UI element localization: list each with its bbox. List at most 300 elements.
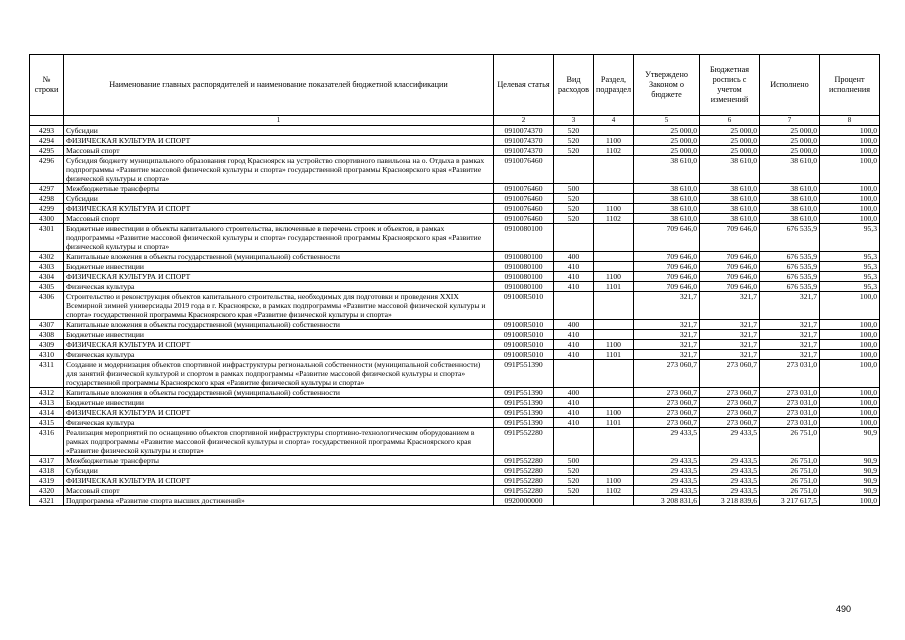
row-number: 4305 (30, 282, 64, 292)
painting-amount: 321,7 (700, 330, 760, 340)
table-row (30, 320, 880, 330)
header-name: Наименование главных распорядителей и наименование показателей бюджетной классификации (64, 55, 494, 116)
target-article: 0920000000 (494, 496, 554, 506)
target-article: 091P551390 (494, 418, 554, 428)
row-number: 4313 (30, 398, 64, 408)
expense-kind: 410 (554, 350, 594, 360)
target-article: 09100R5010 (494, 292, 554, 320)
table-row (30, 340, 880, 350)
executed-amount: 25 000,0 (760, 146, 820, 156)
execution-percent: 100,0 (820, 136, 880, 146)
row-number: 4297 (30, 184, 64, 194)
section-code: 1100 (594, 408, 634, 418)
table-row (30, 204, 880, 214)
row-name: ФИЗИЧЕСКАЯ КУЛЬТУРА И СПОРТ (64, 272, 494, 282)
column-number-row (30, 116, 880, 126)
painting-amount: 38 610,0 (700, 214, 760, 224)
col-number: 4 (594, 116, 634, 126)
executed-amount: 38 610,0 (760, 156, 820, 184)
approved-amount: 29 433,5 (634, 466, 700, 476)
table-row (30, 486, 880, 496)
target-article: 0910074370 (494, 126, 554, 136)
approved-amount: 321,7 (634, 330, 700, 340)
row-number: 4298 (30, 194, 64, 204)
budget-execution-table (29, 54, 880, 506)
row-name: Бюджетные инвестиции (64, 262, 494, 272)
section-code (594, 252, 634, 262)
expense-kind: 410 (554, 418, 594, 428)
painting-amount: 25 000,0 (700, 126, 760, 136)
header-percent: Процент исполнения (820, 55, 880, 116)
table-row (30, 136, 880, 146)
row-number: 4303 (30, 262, 64, 272)
approved-amount: 3 208 831,6 (634, 496, 700, 506)
executed-amount: 321,7 (760, 330, 820, 340)
row-name: Создание и модернизация объектов спортивной инфраструктуры региональной собственности (муниципальной собственности) для занятий физической культурой и спортом в рамках подпрограммы «Развитие массовой физической культуры и спорта» государственной программы Красноярского края «Развитие физической культуры и спорта» (64, 360, 494, 388)
execution-percent: 95,3 (820, 282, 880, 292)
row-number: 4307 (30, 320, 64, 330)
table-row (30, 496, 880, 506)
section-code (594, 456, 634, 466)
row-name: Капитальные вложения в объекты государственной (муниципальной) собственности (64, 320, 494, 330)
expense-kind (554, 292, 594, 320)
approved-amount: 709 646,0 (634, 272, 700, 282)
painting-amount: 273 060,7 (700, 398, 760, 408)
painting-amount: 709 646,0 (700, 282, 760, 292)
approved-amount: 38 610,0 (634, 214, 700, 224)
table-row (30, 262, 880, 272)
row-number: 4318 (30, 466, 64, 476)
row-number: 4295 (30, 146, 64, 156)
row-number: 4320 (30, 486, 64, 496)
row-number: 4311 (30, 360, 64, 388)
row-name: Межбюджетные трансферты (64, 184, 494, 194)
table-row (30, 398, 880, 408)
approved-amount: 25 000,0 (634, 136, 700, 146)
target-article: 091P551390 (494, 408, 554, 418)
table-row (30, 292, 880, 320)
painting-amount: 321,7 (700, 292, 760, 320)
approved-amount: 38 610,0 (634, 194, 700, 204)
table-row (30, 428, 880, 456)
painting-amount: 321,7 (700, 340, 760, 350)
row-number: 4316 (30, 428, 64, 456)
expense-kind: 520 (554, 214, 594, 224)
table-row (30, 252, 880, 262)
expense-kind: 520 (554, 126, 594, 136)
section-code: 1101 (594, 418, 634, 428)
painting-amount: 29 433,5 (700, 486, 760, 496)
executed-amount: 26 751,0 (760, 456, 820, 466)
row-number: 4301 (30, 224, 64, 252)
col-number: 2 (494, 116, 554, 126)
expense-kind: 410 (554, 408, 594, 418)
table-row (30, 224, 880, 252)
row-name: ФИЗИЧЕСКАЯ КУЛЬТУРА И СПОРТ (64, 136, 494, 146)
expense-kind (554, 428, 594, 456)
painting-amount: 25 000,0 (700, 146, 760, 156)
section-code (594, 388, 634, 398)
table-row (30, 156, 880, 184)
row-name: Капитальные вложения в объекты государственной (муниципальной) собственности (64, 252, 494, 262)
section-code (594, 330, 634, 340)
approved-amount: 25 000,0 (634, 146, 700, 156)
execution-percent: 100,0 (820, 156, 880, 184)
target-article: 0910080100 (494, 272, 554, 282)
executed-amount: 676 535,9 (760, 224, 820, 252)
expense-kind (554, 224, 594, 252)
painting-amount: 321,7 (700, 350, 760, 360)
expense-kind: 520 (554, 136, 594, 146)
executed-amount: 273 031,0 (760, 360, 820, 388)
header-target: Целевая статья (494, 55, 554, 116)
execution-percent: 100,0 (820, 146, 880, 156)
row-name: Субсидии (64, 466, 494, 476)
expense-kind: 400 (554, 320, 594, 330)
expense-kind: 520 (554, 476, 594, 486)
painting-amount: 709 646,0 (700, 262, 760, 272)
expense-kind: 410 (554, 340, 594, 350)
painting-amount: 38 610,0 (700, 204, 760, 214)
execution-percent: 100,0 (820, 184, 880, 194)
approved-amount: 321,7 (634, 292, 700, 320)
section-code: 1101 (594, 282, 634, 292)
painting-amount: 38 610,0 (700, 194, 760, 204)
table-row (30, 456, 880, 466)
approved-amount: 321,7 (634, 340, 700, 350)
row-number: 4317 (30, 456, 64, 466)
target-article: 09100R5010 (494, 340, 554, 350)
execution-percent: 100,0 (820, 340, 880, 350)
row-name: Субсидия бюджету муниципального образования город Красноярск на устройство спортивного павильона на о. Отдыха в рамках подпрограммы «Развитие массовой физической культуры и спорта» государственной программы Красноярского края «Развитие физической культуры и спорта» (64, 156, 494, 184)
approved-amount: 29 433,5 (634, 476, 700, 486)
execution-percent: 95,3 (820, 224, 880, 252)
section-code (594, 126, 634, 136)
approved-amount: 273 060,7 (634, 360, 700, 388)
approved-amount: 709 646,0 (634, 224, 700, 252)
section-code: 1100 (594, 136, 634, 146)
expense-kind: 520 (554, 204, 594, 214)
executed-amount: 273 031,0 (760, 408, 820, 418)
execution-percent: 90,9 (820, 476, 880, 486)
executed-amount: 321,7 (760, 350, 820, 360)
section-code (594, 292, 634, 320)
executed-amount: 25 000,0 (760, 126, 820, 136)
row-number: 4306 (30, 292, 64, 320)
row-name: Межбюджетные трансферты (64, 456, 494, 466)
execution-percent: 100,0 (820, 330, 880, 340)
row-number: 4309 (30, 340, 64, 350)
approved-amount: 273 060,7 (634, 388, 700, 398)
row-number: 4308 (30, 330, 64, 340)
target-article: 09100R5010 (494, 350, 554, 360)
section-code (594, 184, 634, 194)
expense-kind: 500 (554, 184, 594, 194)
row-name: ФИЗИЧЕСКАЯ КУЛЬТУРА И СПОРТ (64, 340, 494, 350)
target-article: 0910076460 (494, 194, 554, 204)
executed-amount: 273 031,0 (760, 398, 820, 408)
table-row (30, 408, 880, 418)
execution-percent: 95,3 (820, 272, 880, 282)
execution-percent: 100,0 (820, 398, 880, 408)
approved-amount: 29 433,5 (634, 428, 700, 456)
approved-amount: 273 060,7 (634, 398, 700, 408)
executed-amount: 321,7 (760, 320, 820, 330)
execution-percent: 100,0 (820, 214, 880, 224)
approved-amount: 709 646,0 (634, 252, 700, 262)
painting-amount: 38 610,0 (700, 184, 760, 194)
target-article: 09100R5010 (494, 330, 554, 340)
painting-amount: 3 218 839,6 (700, 496, 760, 506)
target-article: 091P552280 (494, 486, 554, 496)
executed-amount: 26 751,0 (760, 428, 820, 456)
executed-amount: 321,7 (760, 292, 820, 320)
approved-amount: 38 610,0 (634, 184, 700, 194)
execution-percent: 100,0 (820, 126, 880, 136)
painting-amount: 709 646,0 (700, 252, 760, 262)
target-article: 0910076460 (494, 156, 554, 184)
header-kind: Вид расходов (554, 55, 594, 116)
col-number: 5 (634, 116, 700, 126)
painting-amount: 29 433,5 (700, 428, 760, 456)
table-row (30, 126, 880, 136)
executed-amount: 273 031,0 (760, 388, 820, 398)
row-number: 4315 (30, 418, 64, 428)
painting-amount: 709 646,0 (700, 224, 760, 252)
section-code (594, 224, 634, 252)
expense-kind (554, 360, 594, 388)
execution-percent: 100,0 (820, 388, 880, 398)
expense-kind (554, 156, 594, 184)
section-code: 1102 (594, 214, 634, 224)
section-code (594, 466, 634, 476)
approved-amount: 29 433,5 (634, 456, 700, 466)
execution-percent: 100,0 (820, 360, 880, 388)
section-code (594, 398, 634, 408)
row-number: 4294 (30, 136, 64, 146)
header-section: Раздел, подраздел (594, 55, 634, 116)
section-code (594, 262, 634, 272)
col-number: 6 (700, 116, 760, 126)
expense-kind: 520 (554, 486, 594, 496)
row-number: 4293 (30, 126, 64, 136)
section-code (594, 320, 634, 330)
table-row (30, 476, 880, 486)
execution-percent: 90,9 (820, 466, 880, 476)
target-article: 091P551390 (494, 398, 554, 408)
page-number: 490 (836, 604, 852, 614)
row-name: Массовый спорт (64, 146, 494, 156)
section-code: 1100 (594, 272, 634, 282)
row-number: 4300 (30, 214, 64, 224)
expense-kind: 410 (554, 272, 594, 282)
target-article: 0910080100 (494, 282, 554, 292)
section-code: 1100 (594, 476, 634, 486)
painting-amount: 273 060,7 (700, 388, 760, 398)
table-row (30, 350, 880, 360)
expense-kind (554, 496, 594, 506)
expense-kind: 520 (554, 466, 594, 476)
executed-amount: 273 031,0 (760, 418, 820, 428)
execution-percent: 100,0 (820, 496, 880, 506)
executed-amount: 26 751,0 (760, 486, 820, 496)
row-name: Капитальные вложения в объекты государственной (муниципальной) собственности (64, 388, 494, 398)
executed-amount: 676 535,9 (760, 262, 820, 272)
executed-amount: 38 610,0 (760, 184, 820, 194)
section-code (594, 496, 634, 506)
table-row (30, 214, 880, 224)
approved-amount: 709 646,0 (634, 282, 700, 292)
target-article: 0910076460 (494, 204, 554, 214)
header-row-no: № строки (30, 55, 64, 116)
executed-amount: 38 610,0 (760, 214, 820, 224)
painting-amount: 273 060,7 (700, 360, 760, 388)
executed-amount: 38 610,0 (760, 194, 820, 204)
row-number: 4304 (30, 272, 64, 282)
row-number: 4314 (30, 408, 64, 418)
execution-percent: 95,3 (820, 252, 880, 262)
row-number: 4319 (30, 476, 64, 486)
row-number: 4310 (30, 350, 64, 360)
target-article: 0910074370 (494, 136, 554, 146)
table-row (30, 282, 880, 292)
target-article: 091P552280 (494, 428, 554, 456)
painting-amount: 38 610,0 (700, 156, 760, 184)
painting-amount: 29 433,5 (700, 466, 760, 476)
executed-amount: 38 610,0 (760, 204, 820, 214)
section-code (594, 360, 634, 388)
execution-percent: 90,9 (820, 486, 880, 496)
executed-amount: 676 535,9 (760, 272, 820, 282)
table-row (30, 146, 880, 156)
row-number: 4321 (30, 496, 64, 506)
target-article: 0910076460 (494, 184, 554, 194)
target-article: 0910080100 (494, 252, 554, 262)
col-number: 3 (554, 116, 594, 126)
executed-amount: 321,7 (760, 340, 820, 350)
expense-kind: 410 (554, 398, 594, 408)
execution-percent: 90,9 (820, 428, 880, 456)
table-header-row (30, 55, 880, 116)
header-executed: Исполнено (760, 55, 820, 116)
col-number: 1 (64, 116, 494, 126)
table-row (30, 360, 880, 388)
section-code (594, 428, 634, 456)
execution-percent: 100,0 (820, 418, 880, 428)
table-row (30, 466, 880, 476)
expense-kind: 400 (554, 388, 594, 398)
section-code: 1101 (594, 350, 634, 360)
execution-percent: 90,9 (820, 456, 880, 466)
row-name: Бюджетные инвестиции (64, 398, 494, 408)
target-article: 0910076460 (494, 214, 554, 224)
approved-amount: 321,7 (634, 320, 700, 330)
painting-amount: 25 000,0 (700, 136, 760, 146)
table-row (30, 272, 880, 282)
execution-percent: 100,0 (820, 350, 880, 360)
table-row (30, 194, 880, 204)
row-name: Массовый спорт (64, 214, 494, 224)
target-article: 09100R5010 (494, 320, 554, 330)
row-name: Бюджетные инвестиции в объекты капитального строительства, включенные в перечень строек и объектов, в рамках подпрограммы «Развитие массовой физической культуры и спорта» государственной программы Красноярского края «Развитие физической культуры и спорта» (64, 224, 494, 252)
table-row (30, 184, 880, 194)
table-body (30, 116, 880, 506)
executed-amount: 676 535,9 (760, 252, 820, 262)
execution-percent: 100,0 (820, 194, 880, 204)
execution-percent: 100,0 (820, 320, 880, 330)
painting-amount: 273 060,7 (700, 408, 760, 418)
section-code: 1102 (594, 486, 634, 496)
approved-amount: 38 610,0 (634, 156, 700, 184)
col-number: 7 (760, 116, 820, 126)
row-name: Реализация мероприятий по оснащению объектов спортивной инфраструктуры спортивно-технологическим оборудованием в рамках подпрограммы «Развитие массовой физической культуры и спорта» государственной программы Красноярского края «Развитие физической культуры и спорта» (64, 428, 494, 456)
executed-amount: 676 535,9 (760, 282, 820, 292)
target-article: 0910074370 (494, 146, 554, 156)
approved-amount: 273 060,7 (634, 408, 700, 418)
painting-amount: 321,7 (700, 320, 760, 330)
row-name: Субсидии (64, 126, 494, 136)
execution-percent: 100,0 (820, 408, 880, 418)
row-name: Физическая культура (64, 350, 494, 360)
executed-amount: 26 751,0 (760, 466, 820, 476)
executed-amount: 3 217 617,5 (760, 496, 820, 506)
expense-kind: 410 (554, 282, 594, 292)
row-number: 4302 (30, 252, 64, 262)
expense-kind: 520 (554, 146, 594, 156)
expense-kind: 400 (554, 252, 594, 262)
target-article: 0910080100 (494, 262, 554, 272)
row-name: ФИЗИЧЕСКАЯ КУЛЬТУРА И СПОРТ (64, 476, 494, 486)
row-name: Массовый спорт (64, 486, 494, 496)
target-article: 091P551390 (494, 360, 554, 388)
section-code (594, 156, 634, 184)
executed-amount: 26 751,0 (760, 476, 820, 486)
painting-amount: 709 646,0 (700, 272, 760, 282)
header-approved: Утверждено Законом о бюджете (634, 55, 700, 116)
expense-kind: 410 (554, 262, 594, 272)
col-number (30, 116, 64, 126)
row-name: ФИЗИЧЕСКАЯ КУЛЬТУРА И СПОРТ (64, 204, 494, 214)
expense-kind: 410 (554, 330, 594, 340)
target-article: 091P552280 (494, 466, 554, 476)
execution-percent: 95,3 (820, 262, 880, 272)
row-name: Субсидии (64, 194, 494, 204)
row-name: Строительство и реконструкция объектов капитального строительства, необходимых для подготовки и проведения XXIX Всемирной зимней универсиады 2019 года в г. Красноярске, в рамках подпрограммы «Развитие массовой физической культуры и спорта» государственной программы Красноярского края «Развитие физической культуры и спорта» (64, 292, 494, 320)
row-name: ФИЗИЧЕСКАЯ КУЛЬТУРА И СПОРТ (64, 408, 494, 418)
table-row (30, 330, 880, 340)
row-name: Физическая культура (64, 282, 494, 292)
expense-kind: 520 (554, 194, 594, 204)
section-code (594, 194, 634, 204)
target-article: 091P551390 (494, 388, 554, 398)
row-name: Бюджетные инвестиции (64, 330, 494, 340)
approved-amount: 273 060,7 (634, 418, 700, 428)
execution-percent: 100,0 (820, 204, 880, 214)
approved-amount: 709 646,0 (634, 262, 700, 272)
target-article: 091P552280 (494, 456, 554, 466)
row-name: Физическая культура (64, 418, 494, 428)
section-code: 1100 (594, 340, 634, 350)
painting-amount: 273 060,7 (700, 418, 760, 428)
row-number: 4299 (30, 204, 64, 214)
approved-amount: 321,7 (634, 350, 700, 360)
table-row (30, 388, 880, 398)
painting-amount: 29 433,5 (700, 456, 760, 466)
row-number: 4296 (30, 156, 64, 184)
table-row (30, 418, 880, 428)
approved-amount: 25 000,0 (634, 126, 700, 136)
approved-amount: 38 610,0 (634, 204, 700, 214)
